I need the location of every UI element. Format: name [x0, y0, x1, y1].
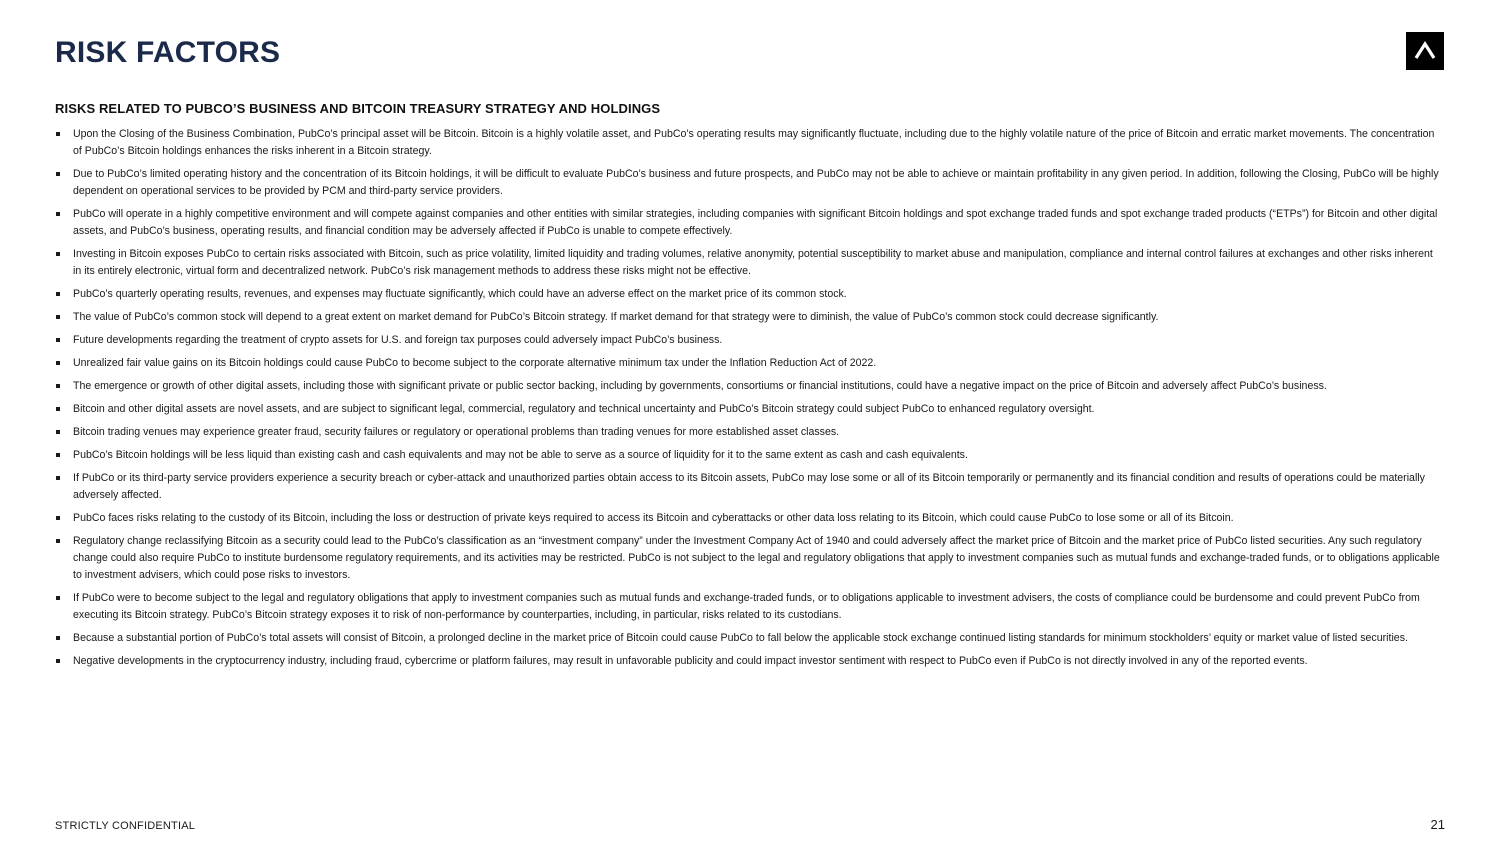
risk-item: Regulatory change reclassifying Bitcoin as a security could lead to the PubCo’s classification as an “investment company” under the Investment Company Act of 1940 and could adversely affect the market price of Bitcoin and the market price of PubCo listed securities. Any such regulatory change could also require PubCo to institute burdensome regulatory requirements, and its activities may be restricted. PubCo is not subject to the legal and regulatory obligations that apply to investment companies such as mutual funds and exchange-traded funds, or to obligations applicable to investment advisers, which could pose risks to investors. — [55, 533, 1443, 584]
risk-item: The emergence or growth of other digital assets, including those with significant private or public sector backing, including by governments, consortiums or financial institutions, could have a negative impact on the price of Bitcoin and adversely affect PubCo’s business. — [55, 378, 1443, 395]
risk-item: The value of PubCo’s common stock will depend to a great extent on market demand for PubCo’s Bitcoin strategy. If market demand for that strategy were to diminish, the value of PubCo’s common stock could decrease significantly. — [55, 309, 1443, 326]
risk-item: PubCo’s quarterly operating results, revenues, and expenses may fluctuate significantly, which could have an adverse effect on the market price of its common stock. — [55, 286, 1443, 303]
risk-item: Because a substantial portion of PubCo’s total assets will consist of Bitcoin, a prolonged decline in the market price of Bitcoin could cause PubCo to fall below the applicable stock exchange continued listing standards for minimum stockholders’ equity or market value of listed securities. — [55, 630, 1443, 647]
page-title: RISK FACTORS — [55, 36, 281, 69]
risk-item: PubCo’s Bitcoin holdings will be less liquid than existing cash and cash equivalents and may not be able to serve as a source of liquidity for it to the same extent as cash and cash equivalents. — [55, 447, 1443, 464]
risk-item: Unrealized fair value gains on its Bitcoin holdings could cause PubCo to become subject to the corporate alternative minimum tax under the Inflation Reduction Act of 2022. — [55, 355, 1443, 372]
risk-list — [55, 126, 1443, 670]
risk-item: Bitcoin trading venues may experience greater fraud, security failures or regulatory or operational problems than trading venues for more established asset classes. — [55, 424, 1443, 441]
risk-item: Future developments regarding the treatment of crypto assets for U.S. and foreign tax purposes could adversely impact PubCo’s business. — [55, 332, 1443, 349]
risk-item: PubCo faces risks relating to the custody of its Bitcoin, including the loss or destruction of private keys required to access its Bitcoin and cyberattacks or other data loss relating to its Bitcoin, which could cause PubCo to lose some or all of its Bitcoin. — [55, 510, 1443, 527]
risk-item: Negative developments in the cryptocurrency industry, including fraud, cybercrime or platform failures, may result in unfavorable publicity and could impact investor sentiment with respect to PubCo even if PubCo is not directly involved in any of the reported events. — [55, 653, 1443, 670]
page-number: 21 — [1430, 817, 1445, 832]
risk-item: Investing in Bitcoin exposes PubCo to certain risks associated with Bitcoin, such as price volatility, limited liquidity and trading volumes, relative anonymity, potential susceptibility to market abuse and manipulation, compliance and internal control failures at exchanges and other risks inherent in its entirely electronic, virtual form and decentralized network. PubCo’s risk management methods to address these risks might not be effective. — [55, 246, 1443, 280]
risk-section — [55, 101, 1443, 676]
risk-item: If PubCo were to become subject to the legal and regulatory obligations that apply to investment companies such as mutual funds and exchange-traded funds, or to obligations applicable to investment advisers, the costs of compliance could be burdensome and could prevent PubCo from executing its Bitcoin strategy. PubCo’s Bitcoin strategy exposes it to risk of non-performance by counterparties, including, in particular, risks related to its custodians. — [55, 590, 1443, 624]
risk-item: PubCo will operate in a highly competitive environment and will compete against companies and other entities with similar strategies, including companies with significant Bitcoin holdings and spot exchange traded funds and spot exchange traded products (“ETPs”) for Bitcoin and other digital assets, and PubCo’s business, operating results, and financial condition may be adversely affected if PubCo is unable to compete effectively. — [55, 206, 1443, 240]
risk-item: Upon the Closing of the Business Combination, PubCo’s principal asset will be Bitcoin. Bitcoin is a highly volatile asset, and PubCo’s operating results may significantly fluctuate, including due to the highly volatile nature of the price of Bitcoin and erratic market movements. The concentration of PubCo’s Bitcoin holdings enhances the risks inherent in a Bitcoin strategy. — [55, 126, 1443, 160]
risk-item: Bitcoin and other digital assets are novel assets, and are subject to significant legal, commercial, regulatory and technical uncertainty and PubCo’s Bitcoin strategy could subject PubCo to enhanced regulatory oversight. — [55, 401, 1443, 418]
risk-item: If PubCo or its third-party service providers experience a security breach or cyber-attack and unauthorized parties obtain access to its Bitcoin assets, PubCo may lose some or all of its Bitcoin temporarily or permanently and its financial condition and results of operations could be materially adversely affected. — [55, 470, 1443, 504]
chevron-up-logo-icon — [1414, 41, 1436, 61]
section-heading: RISKS RELATED TO PUBCO’S BUSINESS AND BITCOIN TREASURY STRATEGY AND HOLDINGS — [55, 101, 661, 116]
company-logo — [1406, 32, 1444, 70]
confidential-label: STRICTLY CONFIDENTIAL — [55, 820, 196, 832]
risk-item: Due to PubCo’s limited operating history and the concentration of its Bitcoin holdings, it will be difficult to evaluate PubCo’s business and future prospects, and PubCo may not be able to achieve or maintain profitability in any given period. In addition, following the Closing, PubCo will be highly dependent on operational services to be provided by PCM and third-party service providers. — [55, 166, 1443, 200]
